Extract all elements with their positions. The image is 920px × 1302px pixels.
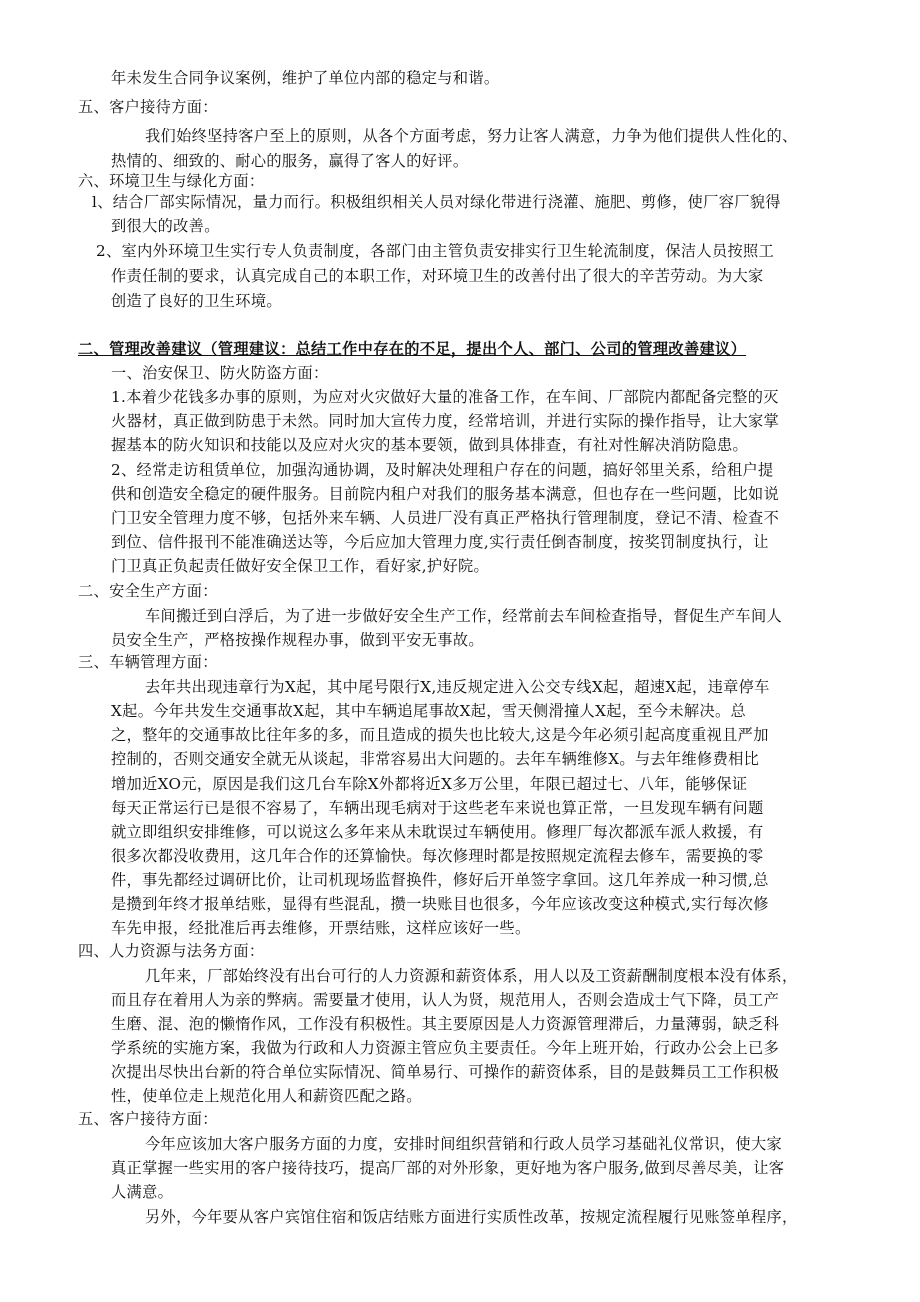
paragraph-line: 门卫安全管理力度不够，包括外来车辆、人员进厂没有真正严格执行管理制度，登记不清、检查不 <box>111 509 780 527</box>
list-item-line: 到很大的改善。 <box>111 217 220 235</box>
section-heading: 四、人力资源与法务方面： <box>78 942 265 960</box>
paragraph-line: 热情的、细致的、耐心的服务，赢得了客人的好评。 <box>111 152 469 170</box>
paragraph-line: 控制的，否则交通安全就无从谈起，非常容易出大问题的。去年车辆维修X。与去年维修费相比 <box>111 750 760 768</box>
section-heading: 六、环境卫生与绿化方面： <box>78 172 265 190</box>
paragraph-line: 另外，今年要从客户宾馆住宿和饭店结账方面进行实质性改革，按规定流程履行见账签单程序， <box>145 1208 798 1226</box>
paragraph-line: 到位、信件报刊不能准确送达等，今后应加大管理力度,实行责任倒杳制度，按奖罚制度执行，让 <box>111 533 769 551</box>
paragraph-line: 人满意。 <box>111 1183 174 1201</box>
paragraph-line: 火器材，真正做到防患于未然。同时加大宣传力度，经常培训，并进行实际的操作指导，让大家掌 <box>111 412 780 430</box>
paragraph-line: 真正掌握一些实用的客户接待技巧，提高厂部的对外形象，更好地为客户服务,做到尽善尽美，让客 <box>111 1159 785 1177</box>
paragraph-line: 是攒到年终才报单结账，显得有些混乱，攒一块账目也很多，今年应该改变这种模式,实行每次修 <box>111 895 769 913</box>
paragraph-line: 之，整年的交通事故比往年多的多，而且造成的损失也比较大,这是今年必须引起高度重视且严加 <box>111 726 769 744</box>
main-section-heading: 二、管理改善建议（管理建议：总结工作中存在的不足，提出个人、部门、公司的管理改善建议） <box>78 340 747 358</box>
list-item-line: 2、室内外环境卫生实行专人负责制度，各部门由主管负责安排实行卫生轮流制度，保洁人员按照工 <box>96 242 775 260</box>
paragraph-line: 几年来，厂部始终没有出台可行的人力资源和薪资体系，用人以及工资薪酬制度根本没有体系， <box>145 967 798 985</box>
paragraph-line: 握基本的防火知识和技能以及应对火灾的基本要领，做到具体排查，有社对性解决消防隐患。 <box>111 436 749 454</box>
paragraph-line: 每天正常运行已是很不容易了，车辆出现毛病对于这些老车来说也算正常，一旦发现车辆有问题 <box>111 799 764 817</box>
paragraph-line: 次提出尽快出台新的符合单位实际情况、简单易行、可操作的薪资体系，目的是鼓舞员工工作积极 <box>111 1063 780 1081</box>
list-item-line: 创造了良好的卫生环境。 <box>111 292 282 310</box>
paragraph-line: 年未发生合同争议案例，维护了单位内部的稳定与和谐。 <box>111 69 500 87</box>
section-heading: 三、车辆管理方面： <box>78 653 218 671</box>
section-heading: 二、安全生产方面： <box>78 582 218 600</box>
paragraph-line: 车先申报，经批准后再去维修，开票结账，这样应该好一些。 <box>111 919 531 937</box>
paragraph-line: 供和创造安全稳定的硬件服务。目前院内租户对我们的服务基本满意，但也存在一些问题，比如说 <box>111 485 780 503</box>
paragraph-line: 很多次都没收费用，这几年合作的还算愉快。每次修理时都是按照规定流程去修车，需要换的零 <box>111 847 764 865</box>
section-heading: 五、客户接待方面： <box>78 1110 218 1128</box>
list-item-line: 作责任制的要求，认真完成自己的本职工作，对环境卫生的改善付出了很大的辛苦劳动。为大家 <box>111 267 764 285</box>
paragraph-line: 增加近XO元，原因是我们这几台车除X外都将近X多万公里，年限已超过七、八年，能够保证 <box>111 775 748 793</box>
paragraph-line: 去年共出现违章行为X起，其中尾号限行X,违反规定进入公交专线X起，超速X起，违章停车 <box>145 678 770 696</box>
paragraph-line: 门卫真正负起责任做好安全保卫工作，看好家,护好院。 <box>111 557 490 575</box>
paragraph-line: 2、经常走访租赁单位，加强沟通协调，及时解决处理租户存在的问题，搞好邻里关系，给租户提 <box>111 461 774 479</box>
subsection-heading: 一、治安保卫、防火防盗方面： <box>111 364 329 382</box>
list-item-line: l、结合厂部实际情况，量力而行。积极组织相关人员对绿化带进行浇灌、施肥、剪修，使厂容厂貌得 <box>92 193 781 211</box>
paragraph-line: 性，使单位走上规范化用人和薪资匹配之路。 <box>111 1087 422 1105</box>
paragraph-line: 员安全生产，严格按操作规程办事，做到平安无事故。 <box>111 631 484 649</box>
paragraph-line: 生磨、混、泡的懒惰作风，工作没有积极性。其主要原因是人力资源管理滞后，力量薄弱，缺乏科 <box>111 1015 780 1033</box>
paragraph-line: 今年应该加大客户服务方面的力度，安排时间组织营销和行政人员学习基础礼仪常识，使大家 <box>145 1135 783 1153</box>
paragraph-line: 件，事先都经过调研比价，让司机现场监督换件，修好后开单签字拿回。这几年养成一种习惯,总 <box>111 871 769 889</box>
paragraph-line: 就立即组织安排维修，可以说这么多年来从未耽误过车辆使用。修理厂每次都派车派人救援，有 <box>111 823 764 841</box>
paragraph-line: 而且存在着用人为亲的弊病。需要量才使用，认人为贤，规范用人，否则会造成士气下降，员工产 <box>111 991 780 1009</box>
paragraph-line: X起。今年共发生交通事故X起，其中车辆追尾事故X起，雪天侧滑撞人X起，至今未解决。总 <box>111 702 747 720</box>
paragraph-line: 车间搬迁到白浮后，为了进一步做好安全生产工作，经常前去车间检查指导，督促生产车间人 <box>145 607 783 625</box>
paragraph-line: 1.本着少花钱多办事的原则，为应对火灾做好大量的准备工作，在车间、厂部院内都配备完整的灭 <box>111 388 779 406</box>
section-heading: 五、客户接待方面： <box>78 98 218 116</box>
paragraph-line: 学系统的实施方案，我做为行政和人力资源主管应负主要责任。今年上班开始，行政办公会上已多 <box>111 1039 780 1057</box>
paragraph-line: 我们始终坚持客户至上的原则，从各个方面考虑，努力让客人满意，力争为他们提供人性化的、 <box>145 127 798 145</box>
